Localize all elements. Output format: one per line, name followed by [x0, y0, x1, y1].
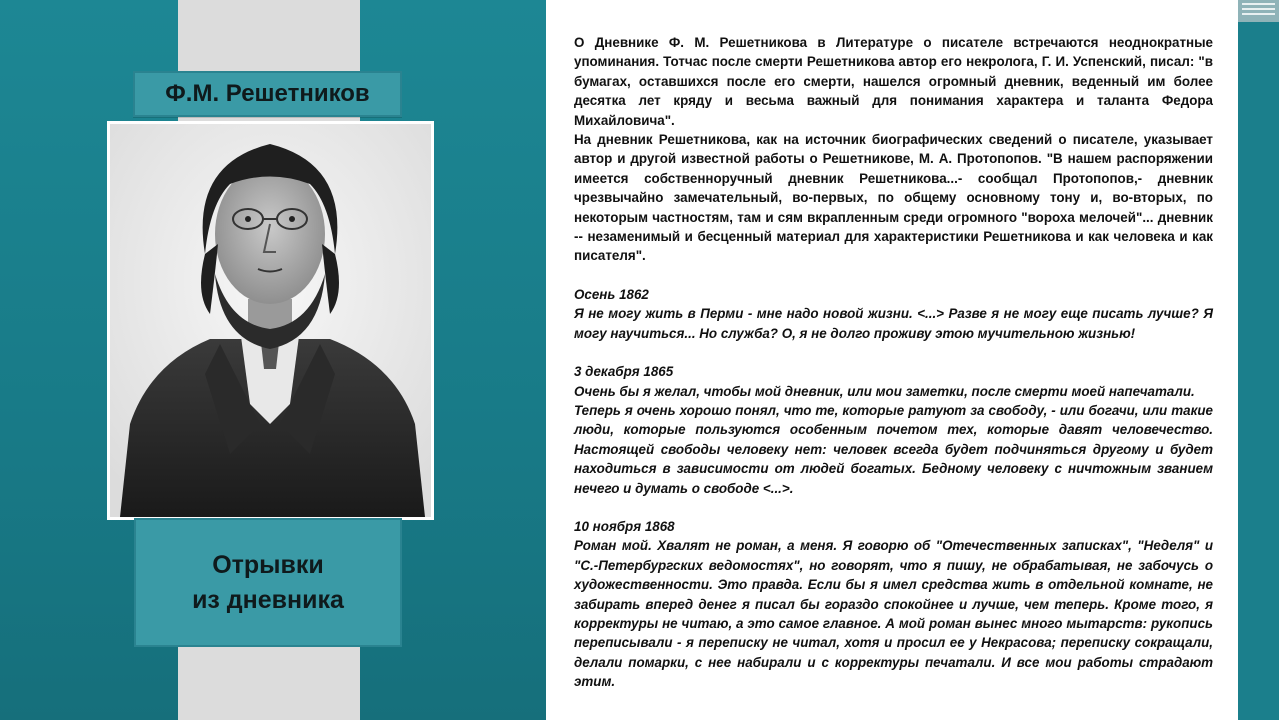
entry-1-date: Осень 1862 — [574, 286, 649, 302]
entry-2-line-1: Очень бы я желал, чтобы мой дневник, или мои заметки, после смерти моей напечатали. — [574, 383, 1195, 399]
diary-entry-2 — [574, 362, 1213, 498]
entry-3-text: Роман мой. Хвалят не роман, а меня. Я говорю об "Отечественных записках", "Неделя" и "С.-Петербургских ведомостях", но говорят, что я пишу, не обрабатывая, не забочусь о художественности. Это правда. Если бы я имел средства жить в отдельной комнате, не забирать вперед денег я писал бы гораздо спокойнее и лучше, чем теперь. Кроме того, я корректуры не читаю, а это самое главное. А мой роман вынес много мытарств: рукопись переписывали - я переписку не читал, хотя и просил ее у Некрасова; переписку сокращали, делали помарки, с нее набирали и с корректуры печатали. И все мои работы страдают этим. — [574, 538, 1213, 690]
portrait-illustration — [110, 124, 431, 517]
watermark-icon — [1238, 0, 1279, 22]
diary-entry-1 — [574, 285, 1213, 343]
caption-line-2: из дневника — [192, 585, 344, 614]
main-text — [574, 33, 1213, 692]
entry-1-text: Я не могу жить в Перми - мне надо новой жизни. <...> Разве я не могу еще писать лучше? Я могу научиться... Но служба? О, я не долго проживу этою мучительною жизнью! — [574, 306, 1213, 341]
name-title: Ф.М. Решетников — [165, 80, 370, 107]
intro-paragraph-1: О Дневнике Ф. М. Решетникова в Литературе о писателе встречаются неоднократные упоминания. Тотчас после смерти Решетникова автор его некролога, Г. И. Успенский, писал: "в бумагах, оставшихся после его смерти, нашелся огромный дневник, веденный им более десятка лет кряду и весьма важный для понимания характера и таланта Федора Михайловича". — [574, 35, 1213, 128]
entry-2-line-2: Теперь я очень хорошо понял, что те, которые ратуют за свободу, - или богачи, или такие люди, которые пользуются особенным почетом тех, которые давят человечество. Настоящей свободы человеку нет: человек всегда будет подчиняться другому и будет находиться в зависимости от людей богатых. Бедному человеку с ничтожным званием нечего и думать о свободе <...>. — [574, 402, 1213, 496]
portrait-image — [107, 121, 434, 520]
caption-line-1: Отрывки — [212, 550, 324, 579]
entry-2-date: 3 декабря 1865 — [574, 364, 674, 380]
caption-box — [134, 518, 402, 647]
right-edge — [1238, 0, 1279, 720]
name-title-box — [133, 71, 402, 117]
intro-paragraph-2: На дневник Решетникова, как на источник биографических сведений о писателе, указывает автор и другой известной работы о Решетникове, М. А. Протопопов. "В нашем распоряжении имеется собственноручный дневник Решетникова...- сообщал Протопопов,- дневник чрезвычайно замечательный, во-первых, по общему основному тону и, во-вторых, по некоторым частностям, там и сям вкрапленным среди огромного "вороха мелочей"... дневник -- незаменимый и бесценный материал для характеристики Решетникова и как человека и как писателя". — [574, 132, 1213, 264]
entry-3-date: 10 ноября 1868 — [574, 518, 675, 534]
diary-entry-3 — [574, 517, 1213, 692]
